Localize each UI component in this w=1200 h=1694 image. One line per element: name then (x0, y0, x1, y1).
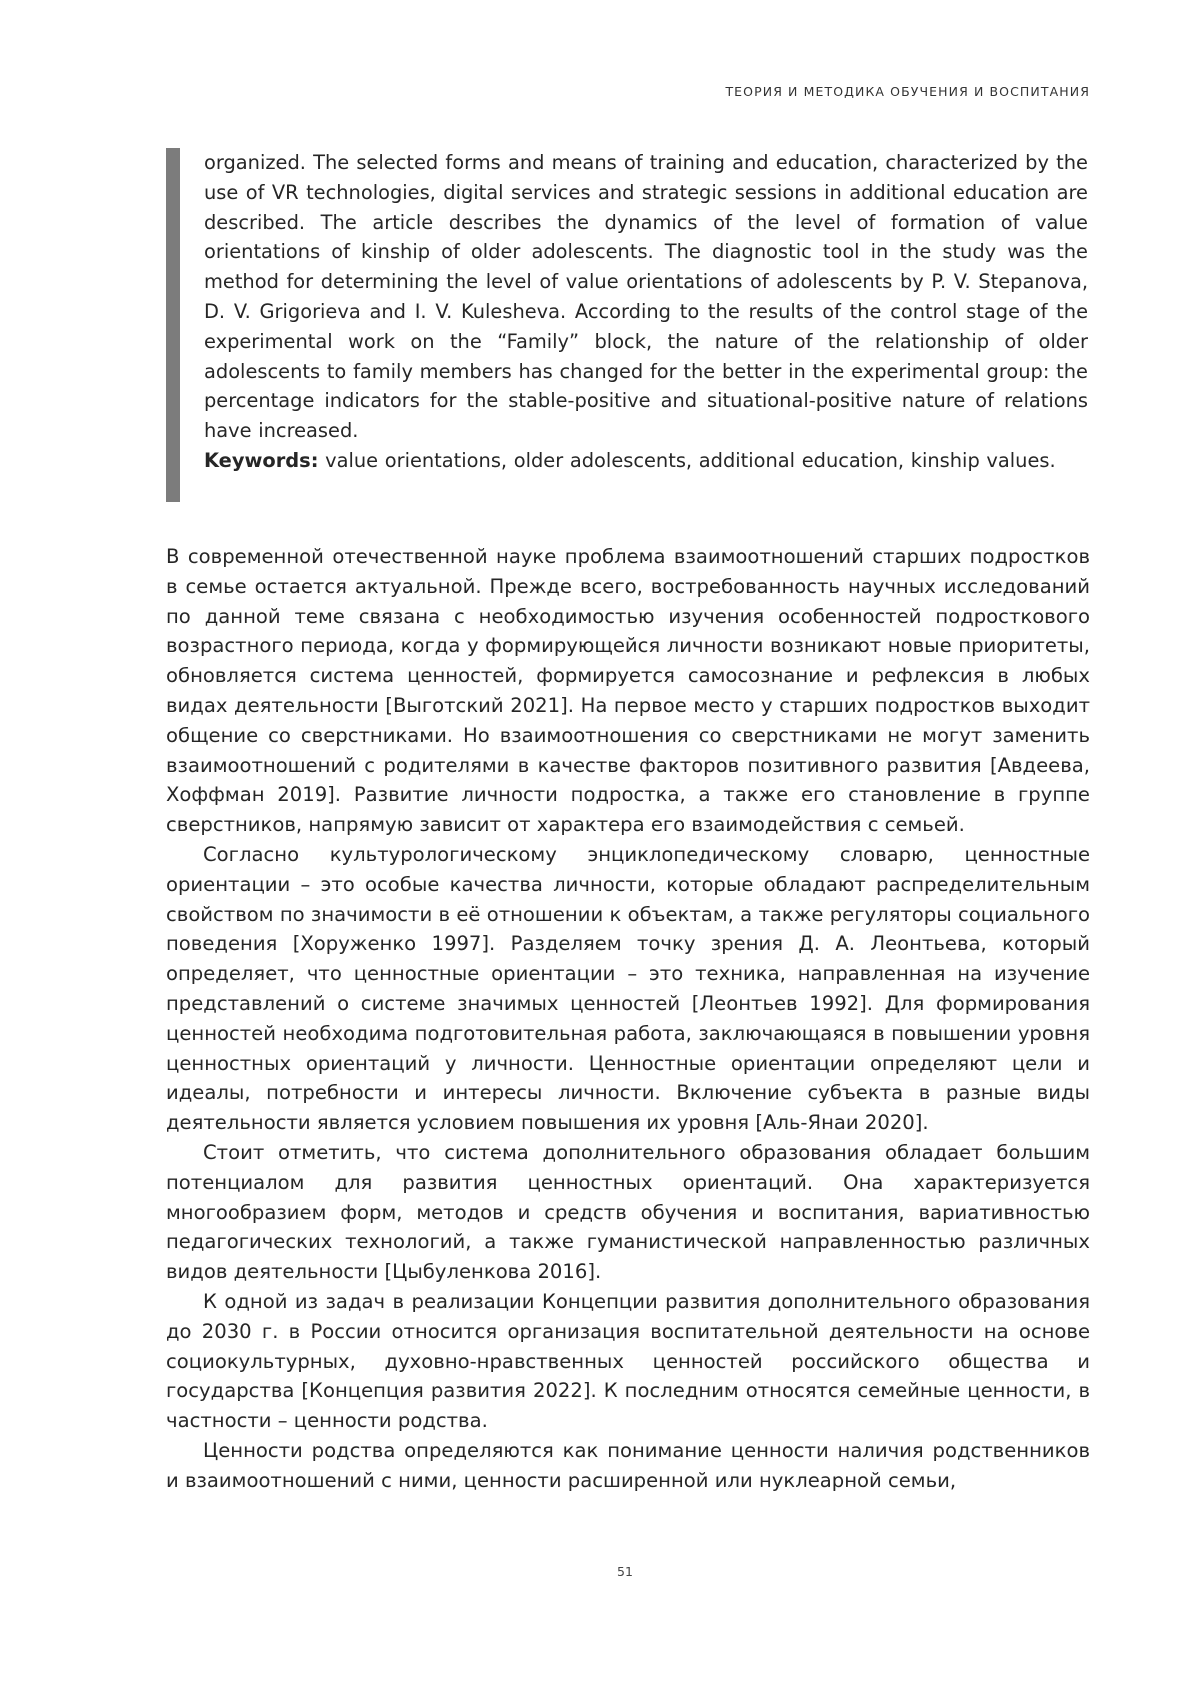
body-paragraph-3: Стоит отметить, что система дополнительного образования обладает большим потенциалом для развития ценностных ориентаций. Она характеризуется многообразием форм, методов и средств обучения и воспитания, вариативностью педагогических технологий, а также гуманистической направленностью различных видов деятельности [Цыбуленкова 2016]. (166, 1140, 1090, 1284)
body-paragraph-1: В современной отечественной науке проблема взаимоотношений старших подростков в семье остается актуальной. Прежде всего, востребованность научных исследований по данной теме связана с необходимостью изучения особенностей подросткового возрастного периода, когда у формирующейся личности возникают новые приоритеты, обновляется система ценностей, формируется самосознание и рефлексия в любых видах деятельности [Выготский 2021]. На первое место у старших подростков выходит общение со сверстниками. Но взаимоотношения со сверстниками не могут заменить взаимоотношений с родителями в качестве факторов позитивного развития [Авдеева, Хоффман 2019]. Развитие личности подростка, а также его становление в группе сверстников, напрямую зависит от характера его взаимодействия с семьей. (166, 545, 1090, 837)
body-paragraph-2: Согласно культурологическому энциклопедическому словарю, ценностные ориентации – это особые качества личности, которые обладают распределительным свойством по значимости в её отношении к объектам, а также регуляторы социального поведения [Хоруженко 1997]. Разделяем точку зрения Д. А. Леонтьева, который определяет, что ценностные ориентации – это техника, направленная на изучение представлений о системе значимых ценностей [Леонтьев 1992]. Для формирования ценностей необходима подготовительная работа, заключающаяся в повышении уровня ценностных ориентаций у личности. Ценностные ориентации определяют цели и идеалы, потребности и интересы личности. Включение субъекта в разные виды деятельности является условием повышения их уровня [Аль-Янаи 2020]. (166, 842, 1090, 1135)
running-title: ТЕОРИЯ И МЕТОДИКА ОБУЧЕНИЯ И ВОСПИТАНИЯ (725, 84, 1090, 99)
body-paragraph-5: Ценности родства определяются как понимание ценности наличия родственников и взаимоотношений с ними, ценности расширенной или нуклеарной семьи, (166, 1438, 1090, 1492)
abstract-text (204, 148, 1088, 476)
keywords-label: Keywords: (204, 448, 319, 472)
keywords-line (204, 446, 1088, 476)
body-paragraph-4: К одной из задач в реализации Концепции развития дополнительного образования до 2030 г. в России относится организация воспитательной деятельности на основе социокультурных, духовно-нравственных ценностей российского общества и государства [Концепция развития 2022]. К последним относятся семейные ценности, в частности – ценности родства. (166, 1289, 1090, 1433)
page-number: 51 (617, 1564, 633, 1579)
keywords-text: value orientations, older adolescents, additional education, kinship values. (318, 448, 1056, 472)
abstract-paragraph: organized. The selected forms and means of training and education, characterized by the use of VR technologies, digital services and strategic sessions in additional education are described. The article describes the dynamics of the level of formation of value orientations of kinship of older adolescents. The diagnostic tool in the study was the method for determining the level of value orientations of adolescents by P. V. Stepanova, D. V. Grigorieva and I. V. Kulesheva. According to the results of the control stage of the experimental work on the “Family” block, the nature of the relationship of older adolescents to family members has changed for the better in the experimental group: the percentage indicators for the stable-positive and situational-positive nature of relations have increased. (204, 151, 1088, 443)
abstract-block (166, 148, 1090, 476)
main-body-text (166, 542, 1090, 1496)
abstract-side-bar (166, 148, 180, 502)
